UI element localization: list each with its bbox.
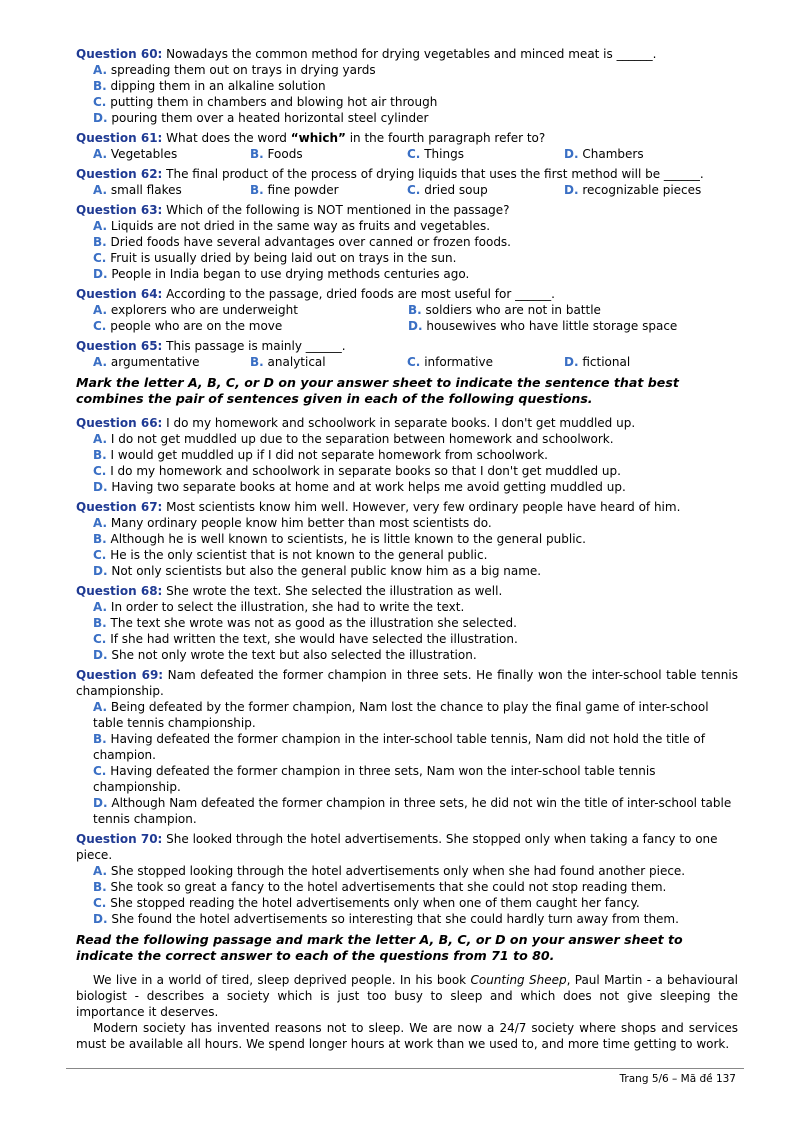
option-a: A. argumentative xyxy=(93,355,200,369)
passage-paragraph: We live in a world of tired, sleep deprived people. In his book Counting Sheep, Paul Martin - a behavioural biologist - describes a society which is just too busy to sleep and which does not give sleeping the importance it deserves. xyxy=(76,973,739,1019)
section-instruction: Read the following passage and mark the letter A, B, C, or D on your answer sheet to indicate the correct answer to each of the questions from 71 to 80. xyxy=(76,932,683,963)
option-c: C. If she had written the text, she would have selected the illustration. xyxy=(93,632,518,646)
question-61: Question 61: What does the word “which” in the fourth paragraph refer to? A. Vegetables B. Foods C. Things D. Chambers xyxy=(76,130,738,162)
option-a: A. I do not get muddled up due to the separation between homework and schoolwork. xyxy=(93,432,614,446)
option-d: D. She not only wrote the text but also selected the illustration. xyxy=(93,648,477,662)
question-number: Question 63: xyxy=(76,203,163,217)
question-66: Question 66: I do my homework and schoolwork in separate books. I don't get muddled up. A. I do not get muddled up due to the separation between homework and schoolwork. B. I would get muddled up if I did not separate homework from schoolwork. C. I do my homework and schoolwork in separate books so that I don't get muddled up. D. Having two separate books at home and at work helps me avoid getting muddled up. xyxy=(76,415,738,495)
option-b: B. fine powder xyxy=(250,183,339,197)
exam-page xyxy=(76,46,738,1052)
option-d: D. Having two separate books at home and at work helps me avoid getting muddled up. xyxy=(93,480,626,494)
option-b: B. The text she wrote was not as good as the illustration she selected. xyxy=(93,616,517,630)
option-b: B. Dried foods have several advantages over canned or frozen foods. xyxy=(93,235,511,249)
option-b: B. She took so great a fancy to the hotel advertisements that she could not stop reading them. xyxy=(93,880,667,894)
option-a: A. explorers who are underweight xyxy=(93,303,298,317)
option-b: B. Foods xyxy=(250,147,303,161)
option-a: A. In order to select the illustration, she had to write the text. xyxy=(93,600,465,614)
question-63: Question 63: Which of the following is NOT mentioned in the passage? A. Liquids are not dried in the same way as fruits and vegetables. B. Dried foods have several advantages over canned or frozen foods. C. Fruit is usually dried by being laid out on trays in the sun. D. People in India began to use drying methods centuries ago. xyxy=(76,202,738,282)
option-d: D. Not only scientists but also the general public know him as a big name. xyxy=(93,564,542,578)
option-b: B. Having defeated the former champion in the inter-school table tennis, Nam did not hold the title of champion. xyxy=(93,732,705,762)
question-number: Question 69: xyxy=(76,668,164,682)
question-65: Question 65: This passage is mainly ______. A. argumentative B. analytical C. informative D. fictional xyxy=(76,338,738,370)
question-number: Question 68: xyxy=(76,584,163,598)
option-c: C. Having defeated the former champion in three sets, Nam won the inter-school table tennis championship. xyxy=(93,764,656,794)
question-text: Nowadays the common method for drying vegetables and minced meat is ______. xyxy=(162,47,657,61)
option-c: C. people who are on the move xyxy=(93,319,283,333)
option-c: C. Things xyxy=(407,147,464,161)
option-a: A. She stopped looking through the hotel advertisements only when she had found another piece. xyxy=(93,864,686,878)
option-b: B. soldiers who are not in battle xyxy=(408,303,601,317)
footer-divider xyxy=(66,1068,744,1069)
question-60 xyxy=(76,46,738,126)
option-c: C. dried soup xyxy=(407,183,488,197)
option-d: D. She found the hotel advertisements so interesting that she could hardly turn away from them. xyxy=(93,912,679,926)
option-d: D. housewives who have little storage space xyxy=(408,319,678,333)
question-number: Question 70: xyxy=(76,832,163,846)
option-a: A. Vegetables xyxy=(93,147,178,161)
question-70: Question 70: She looked through the hotel advertisements. She stopped only when taking a fancy to one piece. A. She stopped looking through the hotel advertisements only when she had found another piece. B. She took so great a fancy to the hotel advertisements that she could not stop reading them. C. She stopped reading the hotel advertisements only when one of them caught her fancy. D. She found the hotel advertisements so interesting that she could hardly turn away from them. xyxy=(76,831,738,927)
question-number: Question 66: xyxy=(76,416,163,430)
question-number: Question 61: xyxy=(76,131,163,145)
option-c: C. Fruit is usually dried by being laid out on trays in the sun. xyxy=(93,251,457,265)
option-b: B. Although he is well known to scientists, he is little known to the general public. xyxy=(93,532,586,546)
option-a: A. Many ordinary people know him better than most scientists do. xyxy=(93,516,492,530)
book-title: Counting Sheep xyxy=(470,973,567,987)
option-a: A. small flakes xyxy=(93,183,182,197)
option-a: A. Being defeated by the former champion, Nam lost the chance to play the final game of inter-school table tennis championship. xyxy=(93,700,709,730)
question-number: Question 62: xyxy=(76,167,163,181)
option-d: D. pouring them over a heated horizontal steel cylinder xyxy=(93,111,429,125)
reading-passage xyxy=(76,972,738,1052)
question-number: Question 67: xyxy=(76,500,163,514)
question-number: Question 65: xyxy=(76,339,163,353)
option-b: B. I would get muddled up if I did not separate homework from schoolwork. xyxy=(93,448,548,462)
section-instruction: Mark the letter A, B, C, or D on your answer sheet to indicate the sentence that best combines the pair of sentences given in each of the following questions. xyxy=(76,375,679,406)
option-d: D. Although Nam defeated the former champion in three sets, he did not win the title of inter-school table tennis champion. xyxy=(93,796,732,826)
passage-paragraph: Modern society has invented reasons not to sleep. We are now a 24/7 society where shops and services must be available all hours. We spend longer hours at work than we used to, and more time getting to work. xyxy=(76,1021,738,1051)
question-64: Question 64: According to the passage, dried foods are most useful for ______. A. explorers who are underweight B. soldiers who are not in battle C. people who are on the move D. housewives who have little storage space xyxy=(76,286,738,334)
question-69: Question 69: Nam defeated the former champion in three sets. He finally won the inter-school table tennis championship. A. Being defeated by the former champion, Nam lost the chance to play the final game of inter-school table tennis championship. B. Having defeated the former champion in the inter-school table tennis, Nam did not hold the title of champion. C. Having defeated the former champion in three sets, Nam won the inter-school table tennis championship. D. Although Nam defeated the former champion in three sets, he did not win the title of inter-school table tennis champion. xyxy=(76,668,738,826)
option-d: D. fictional xyxy=(564,355,631,369)
option-b: B. analytical xyxy=(250,355,326,369)
option-a: A. Liquids are not dried in the same way as fruits and vegetables. xyxy=(93,219,491,233)
option-d: D. People in India began to use drying methods centuries ago. xyxy=(93,267,470,281)
option-c: C. He is the only scientist that is not known to the general public. xyxy=(93,548,488,562)
page-footer: Trang 5/6 – Mã đề 137 xyxy=(619,1073,736,1085)
option-d: D. Chambers xyxy=(564,147,644,161)
quoted-word: “which” xyxy=(290,131,346,145)
question-number: Question 64: xyxy=(76,287,163,301)
question-62: Question 62: The final product of the process of drying liquids that uses the first method will be ______. A. small flakes B. fine powder C. dried soup D. recognizable pieces xyxy=(76,166,738,198)
question-number: Question 60: xyxy=(76,47,163,61)
option-a: A. spreading them out on trays in drying yards xyxy=(93,63,376,77)
question-68: Question 68: She wrote the text. She selected the illustration as well. A. In order to select the illustration, she had to write the text. B. The text she wrote was not as good as the illustration she selected. C. If she had written the text, she would have selected the illustration. D. She not only wrote the text but also selected the illustration. xyxy=(76,583,738,663)
option-d: D. recognizable pieces xyxy=(564,183,702,197)
question-67: Question 67: Most scientists know him well. However, very few ordinary people have heard of him. A. Many ordinary people know him better than most scientists do. B. Although he is well known to scientists, he is little known to the general public. C. He is the only scientist that is not known to the general public. D. Not only scientists but also the general public know him as a big name. xyxy=(76,499,738,579)
option-c: C. putting them in chambers and blowing hot air through xyxy=(93,95,438,109)
option-c: C. informative xyxy=(407,355,493,369)
option-c: C. I do my homework and schoolwork in separate books so that I don't get muddled up. xyxy=(93,464,621,478)
option-c: C. She stopped reading the hotel advertisements only when one of them caught her fancy. xyxy=(93,896,640,910)
option-b: B. dipping them in an alkaline solution xyxy=(93,79,326,93)
